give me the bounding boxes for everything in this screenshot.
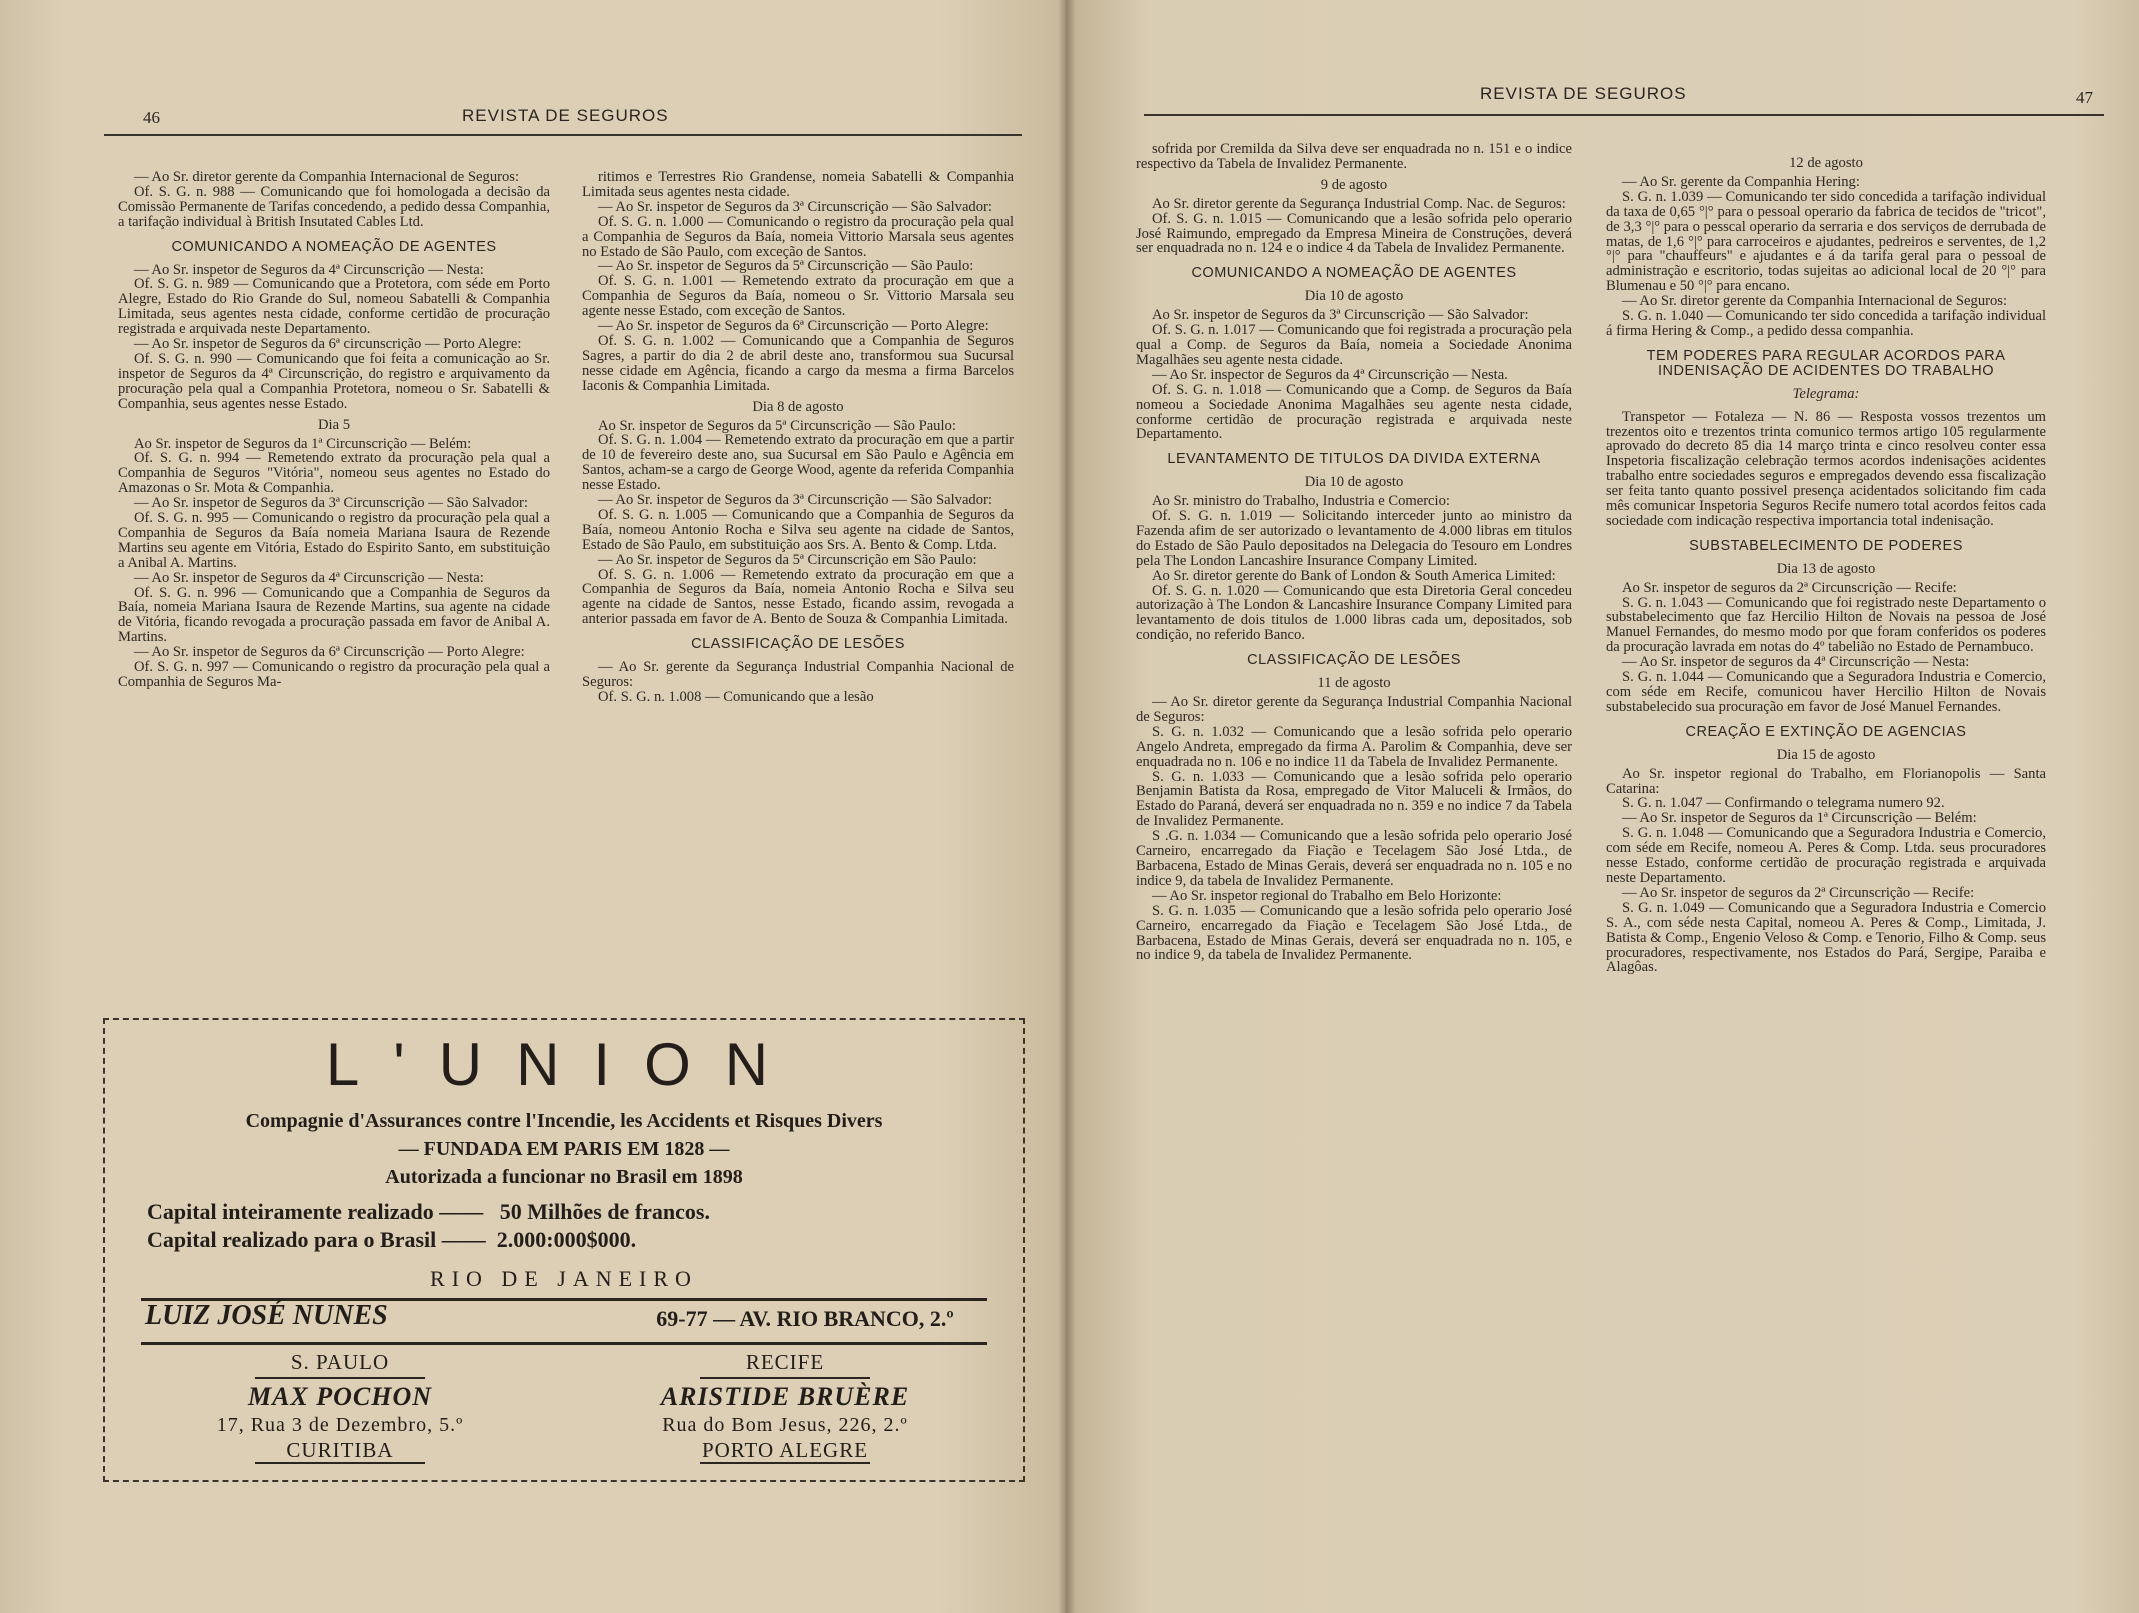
paragraph: Ao Sr. inspetor regional do Trabalho, em Florianopolis — Santa Catarina: [1606, 765, 2046, 797]
paragraph: Of. S. G. n. 1.019 — Solicitando interceder junto ao ministro da Fazenda afim de ser autorizado o levantamento de 4.000 libras em titulos do Estado de São Paulo depositados na Delegacia do Tesouro em Londres pela The London Lancashire Insurance Company Limited. [1136, 508, 1572, 569]
section-heading: CLASSIFICAÇÃO DE LESÕES [1247, 652, 1461, 669]
section-heading: LEVANTAMENTO DE TITULOS DA DIVIDA EXTERNA [1167, 451, 1541, 468]
paragraph: Of. S. G. n. 989 — Comunicando que a Protetora, com séde em Porto Alegre, Estado do Rio Grande do Sul, nomeou Sabatelli & Companhia Limitada, seus agentes nesta cidade, conforme certidão de procuração registrada e arquivada neste Departamento. [118, 276, 550, 338]
ad-address-sao-paulo: 17, Rua 3 de Dezembro, 5.º [216, 1414, 464, 1436]
paragraph: Of. S. G. n. 1.015 — Comunicando que a lesão sofrida pelo operario José Raimundo, empregado da Empresa Mineira de Construções, deverá ser enquadrada no n. 124 e o indice 4 da Tabela de Invalidez Permanente. [1136, 210, 1572, 257]
ad-address-recife: Rua do Bom Jesus, 226, 2.º [662, 1414, 908, 1436]
paragraph: ritimos e Terrestres Rio Grandense, nomeia Sabatelli & Companhia Limitada seus agentes nesta cidade. [582, 169, 1014, 200]
ad-capital2-label: Capital realizado para o Brasil —— [147, 1227, 486, 1252]
advertisement-lunion [103, 1018, 1025, 1482]
paragraph: — Ao Sr. inspetor de Seguros da 6ª circunscrição — Porto Alegre: [134, 336, 522, 353]
paragraph: Of. S. G. n. 1.017 — Comunicando que foi registrada a procuração pela qual a Comp. de Seguros da Baía, nomeia a Sociedade Anonima Magalhães seu agente nesta cidade. [1136, 322, 1572, 368]
paragraph: — Ao Sr. inspetor de Seguros da 3ª Circunscrição — São Salvador: [598, 492, 992, 509]
paragraph: — Ao Sr. diretor gerente da Companhia Internacional de Seguros: [134, 169, 520, 185]
ad-agent-recife: ARISTIDE BRUÈRE [660, 1382, 910, 1411]
ad-city-rio: RIO DE JANEIRO [430, 1266, 698, 1291]
paragraph: — Ao Sr. inspetor de Seguros da 3ª Circunscrição — São Salvador: [598, 198, 992, 215]
paragraph: — Ao Sr. inspetor de seguros da 2ª Circunscrição — Recife: [1622, 884, 1975, 901]
ad-city-porto-alegre: PORTO ALEGRE [701, 1438, 869, 1462]
date-line: Dia 5 [317, 416, 351, 433]
paragraph: Of. S. G. n. 1.000 — Comunicando o registro da procuração pela qual a Companhia de Seguros da Baía, nomeia Vittorio Marsala seus agentes no Estado de São Paulo, com exceção de Santos. [582, 213, 1014, 260]
paragraph: S. G. n. 1.044 — Comunicando que a Seguradora Industria e Comercio, com séde em Recife, comunicou haver Hercilio Hilton de Novais substabelecido sua procuração em favor de José Manuel Fernandes. [1606, 669, 2046, 715]
paragraph: — Ao Sr. inspetor de Seguros da 6ª Circunscrição — Porto Alegre: [598, 318, 989, 335]
section-heading: SUBSTABELECIMENTO DE PODERES [1689, 537, 1963, 554]
paragraph: Of. S. G. n. 995 — Comunicando o registro da procuração pela qual a Companhia de Seguros da Baía nomeia Mariana Isaura de Rezende Martins seu agente em Vitória, Estado do Espirito Santo, em substituição a Anibal A. Martins. [118, 510, 550, 571]
paragraph: S. G. n. 1.032 — Comunicando que a lesão sofrida pelo operario Angelo Andreta, empregado da firma A. Parolim & Companhia, deve ser enquadrada no n. 106 e no indice 11 da Tabela de Invalidez Permanente. [1136, 723, 1572, 770]
ad-underline [255, 1462, 425, 1464]
paragraph: S. G. n. 1.040 — Comunicando ter sido concedida a tarifação individual á firma Hering & Comp., a pedido dessa companhia. [1606, 308, 2046, 339]
column-left-1 [118, 170, 550, 690]
section-heading: CREAÇÃO E EXTINÇÃO DE AGENCIAS [1685, 723, 1967, 740]
column-right-2 [1606, 150, 2046, 975]
paragraph: Of. S. G. n. 1.008 — Comunicando que a lesão [598, 688, 874, 705]
ad-capital1-value: 50 Milhões de francos. [499, 1199, 710, 1224]
running-header: REVISTA DE SEGUROS [462, 106, 669, 125]
ad-underline [255, 1377, 425, 1379]
paragraph: S. G. n. 1.033 — Comunicando que a lesão sofrida pelo operario Benjamin Batista da Rosa, empregado de Vitor Maluceli & Irmãos, do Estado do Paraná, deverá ser enquadrada no n. 359 e no indice 7 da Tabela de Invalidez Permanente. [1136, 768, 1572, 830]
paragraph: Ao Sr. ministro do Trabalho, Industria e Comercio: [1152, 493, 1450, 510]
ad-divider [141, 1342, 987, 1345]
paragraph: Of. S. G. n. 1.018 — Comunicando que a Comp. de Seguros da Baía nomeou a Sociedade Anonima Magalhães seu agente nesta cidade, conforme certidão de procuração registrada e arquivada neste Departamento. [1136, 381, 1572, 443]
paragraph: S. G. n. 1.035 — Comunicando que a lesão sofrida pelo operario José Carneiro, encarregado da Fiação e Tecelagem São José Ltda., de Barbacena, Estado de Minas Gerais, deverá ser enquadrada no n. 105, e no indice 9, da tabela de Invalidez Permanente. [1136, 902, 1572, 964]
ad-city-recife: RECIFE [745, 1350, 825, 1374]
paragraph: S. G. n. 1.043 — Comunicando que foi registrado neste Departamento o substabelecimento que faz Hercilio Hilton de Novais na pessoa de José Manuel Fernandes, do mesmo modo por que foram conferidos os poderes da procuração lavrada em notas do 4º tabelião no Estado de Pernambuco. [1606, 594, 2046, 656]
paragraph: S .G. n. 1.034 — Comunicando que a lesão sofrida pelo operario José Carneiro, encarregado da Fiação e Tecelagem São José Ltda., de Barbacena, Estado de Minas Gerais, deverá ser enquadrada no n. 105 e no indice 9, da tabela de Invalidez Permanente. [1136, 828, 1572, 889]
subheading: Telegrama: [1792, 385, 1860, 402]
ad-city-sao-paulo: S. PAULO [290, 1350, 390, 1374]
ad-agent-sao-paulo: MAX POCHON [247, 1382, 433, 1411]
paragraph: S. G. n. 1.048 — Comunicando que a Seguradora Industria e Comercio, com séde em Recife, nomeou A. Peres & Comp. Ltda. seus procuradores nesse Estado, conforme certidão de procuração registrada e arquivada neste Departamento. [1606, 825, 2046, 886]
ad-subtitle: Compagnie d'Assurances contre l'Incendie, les Accidents et Risques Divers [245, 1110, 883, 1132]
header-rule [1144, 114, 2104, 116]
paragraph: — Ao Sr. diretor gerente da Companhia Internacional de Seguros: [1622, 293, 2008, 310]
date-line: Dia 10 de agosto [1304, 474, 1404, 491]
paragraph: Ao Sr. inspetor de seguros da 2ª Circunscrição — Recife: [1622, 579, 1957, 596]
paragraph: Ao Sr. inspetor de Seguros da 1ª Circunscrição — Belém: [134, 435, 472, 452]
header-rule [104, 134, 1022, 136]
ad-capital2-value: 2.000:000$000. [496, 1227, 637, 1252]
section-heading: TEM PODERES PARA REGULAR ACORDOS PARA INDENISAÇÃO DE ACIDENTES DO TRABALHO [1646, 347, 2006, 379]
paragraph: Of. S. G. n. 1.020 — Comunicando que esta Diretoria Geral concedeu autorização à The London & Lancashire Insurance Company Limited para levantamento de dois titulos de 1.000 libras cada um, depositados, sob condição, no referido Banco. [1136, 582, 1572, 644]
paragraph: Ao Sr. diretor gerente da Segurança Industrial Comp. Nac. de Seguros: [1152, 195, 1566, 212]
paragraph: Of. S. G. n. 1.001 — Remetendo extrato da procuração em que a Companhia de Seguros da Baía, nomeou o Sr. Vittorio Marsala seu agente nesse Estado, com exceção de Santos. [582, 273, 1014, 320]
paragraph: Of. S. G. n. 1.002 — Comunicando que a Companhia de Seguros Sagres, a partir do dia 2 de abril deste ano, transformou sua Sucursal nesse cidade em Agência, ficando a cargo da mesma a firma Barcelos Iaconis & Companhia Limitada. [582, 332, 1014, 394]
section-heading: CLASSIFICAÇÃO DE LESÕES [691, 636, 905, 653]
ad-authorized: Autorizada a funcionar no Brasil em 1898 [385, 1166, 743, 1188]
right-page [1066, 0, 2139, 1613]
paragraph: — Ao Sr. inspetor de Seguros da 3ª Circunscrição — São Salvador: [134, 495, 528, 512]
paragraph: Of. S. G. n. 1.004 — Remetendo extrato da procuração em que a partir de 10 de fevereiro deste ano, sua Sucursal em São Paulo e Agência em Santos, acham-se a cargo de George Wood, agente da referida Companhia nesse Estado. [582, 432, 1014, 494]
paragraph: — Ao Sr. gerente da Segurança Industrial Companhia Nacional de Seguros: [582, 659, 1014, 690]
section-heading: COMUNICANDO A NOMEAÇÃO DE AGENTES [1191, 265, 1517, 282]
date-line: 11 de agosto [1317, 675, 1391, 692]
paragraph: Ao Sr. diretor gerente do Bank of London & South America Limited: [1152, 567, 1556, 584]
column-left-2 [582, 170, 1014, 705]
paragraph: — Ao Sr. inspetor de seguros da 4ª Circunscrição — Nesta: [1622, 654, 1970, 671]
ad-title: L'UNION [325, 1031, 803, 1098]
ad-underline [700, 1462, 870, 1464]
paragraph: — Ao Sr. inspetor de Seguros da 1ª Circunscrição — Belém: [1622, 810, 1977, 827]
paragraph: Of. S. G. n. 1.006 — Remetendo extrato da procuração em que a Companhia de Seguros da Baía, nomeia Antonio Rocha e Silva seu agente na cidade de Santos, nesse Estado, ficando assim, revogada a anterior passada em favor de A. Bento de Souza & Companhia Limitada. [582, 566, 1014, 628]
ad-capital [147, 1198, 847, 1254]
ad-capital1-label: Capital inteiramente realizado —— [147, 1199, 484, 1224]
paragraph: — Ao Sr. inspetor de Seguros da 4ª Circunscrição — Nesta: [134, 569, 484, 586]
paragraph: Of. S. G. n. 996 — Comunicando que a Companhia de Seguros da Baía, nomeia Mariana Isaura de Rezende Martins, sua agente na cidade de Vitória, ficando revogada a procuração passada em favor de Anibal A. Martins. [118, 584, 550, 646]
paragraph: S. G. n. 1.039 — Comunicando ter sido concedida a tarifação individual da taxa de 0,65 °|° para o pessoal operario da fabrica de tecidos de "tricot", de 3,3 °|° para o pesscal operario da serraria e dos serviços de derrubada de matas, de 1,6 °|° para carroceiros e ajudantes, pedreiros e serventes, de 1,2 °|° para "chauffeurs" e ajudantes e á da tarifa geral para o pessoal de administração e escritorio, todas sujeitas ao adicional local de 20 °|° para Blumenau e 50 °|° para encano. [1606, 188, 2046, 295]
paragraph: S. G. n. 1.047 — Confirmando o telegrama numero 92. [1622, 795, 1945, 812]
paragraph: Of. S. G. n. 990 — Comunicando que foi feita a comunicação ao Sr. inspetor de Seguros da 4ª Circunscrição, do registro e arquivamento da procuração pela qual a Companhia Protetora, nomeou o Sr. Sabatelli & Companhia, seus agentes nesse Estado. [118, 350, 550, 412]
paragraph: — Ao Sr. inspetor de Seguros da 5ª Circunscrição — São Paulo: [598, 258, 974, 275]
paragraph: Ao Sr. inspetor de Seguros da 3ª Circunscrição — São Salvador: [1152, 307, 1529, 324]
running-header: REVISTA DE SEGUROS [1480, 84, 1687, 103]
page-number: 46 [143, 108, 160, 127]
ad-underline [700, 1377, 870, 1379]
left-page [0, 0, 1066, 1613]
paragraph: — Ao Sr. inspetor regional do Trabalho em Belo Horizonte: [1152, 887, 1502, 904]
date-line: Dia 15 de agosto [1776, 746, 1876, 763]
ad-address-rio: 69-77 — AV. RIO BRANCO, 2.º [656, 1306, 954, 1331]
ad-agent-rio: LUIZ JOSÉ NUNES [145, 1300, 388, 1331]
column-right-1 [1136, 142, 1572, 963]
date-line: 9 de agosto [1320, 176, 1388, 193]
date-line: Dia 10 de agosto [1304, 288, 1404, 305]
paragraph: Transpetor — Fotaleza — N. 86 — Resposta vossos trezentos um trezentos oito e trezentos trinta comunico termos artigo 105 regularmente aprovado do decreto 85 dia 14 março trinta e cinco resolveu conter essa Inspetoria fiscalização celebração termos acordos indenisações acidentes trabalho entre sociedades seguros e empregados devendo essa fiscalização ser feita tanto quanto possivel presença acidentados solicitando fim cada mês comunicar Inspetoria Seguros Recife numero total acordos feitos cada sociedade com indicação respectiva importancia total indenisação. [1606, 408, 2046, 529]
paragraph: — Ao Sr. inspetor de Seguros da 5ª Circunscrição em São Paulo: [598, 551, 977, 568]
section-heading: COMUNICANDO A NOMEAÇÃO DE AGENTES [171, 238, 497, 255]
paragraph: Of. S. G. n. 988 — Comunicando que foi homologada a decisão da Comissão Permanente de Tarifas concedendo, a pedido dessa Companhia, a tarifação individual à British Insutated Cables Ltd. [118, 183, 550, 230]
paragraph: Of. S. G. n. 1.005 — Comunicando que a Companhia de Seguros da Baía, nomeou Antonio Rocha e Silva seu agente na cidade de Santos, Estado de São Paulo, em substituição aos Srs. A. Bento & Comp. Ltda. [582, 506, 1014, 553]
paragraph: sofrida por Cremilda da Silva deve ser enquadrada no n. 151 e o indice respectivo da Tabela de Invalidez Permanente. [1136, 141, 1572, 172]
ad-founded: — FUNDADA EM PARIS EM 1828 — [398, 1138, 730, 1160]
paragraph: Ao Sr. inspetor de Seguros da 5ª Circunscrição — São Paulo: [598, 417, 956, 434]
ad-city-curitiba: CURITIBA [286, 1438, 394, 1462]
book-gutter [1058, 0, 1076, 1613]
paragraph: Of. S. G. n. 997 — Comunicando o registro da procuração pela qual a Companhia de Seguros Ma- [118, 659, 550, 690]
paragraph: S. G. n. 1.049 — Comunicando que a Seguradora Industria e Comercio S. A., com séde nesta Capital, nomeou A. Peres & Comp., Limitada, J. Batista & Comp., Engenio Veloso & Comp. e Tenorio, Filho & Comp. seus procuradores, respectivamente, nos Estados do Pará, Sergipe, Paraiba e Alagôas. [1606, 899, 2046, 976]
paragraph: — Ao Sr. diretor gerente da Segurança Industrial Companhia Nacional de Seguros: [1136, 694, 1572, 725]
date-line: Dia 13 de agosto [1776, 560, 1876, 577]
page-number: 47 [2076, 88, 2093, 107]
paragraph: — Ao Sr. gerente da Companhia Hering: [1622, 173, 1860, 190]
paragraph: — Ao Sr. inspetor de Seguros da 4ª Circunscrição — Nesta: [134, 261, 484, 278]
paragraph: Of. S. G. n. 994 — Remetendo extrato da procuração pela qual a Companhia de Seguros "Vitória", nomeou seus agentes no Estado do Amazonas o Sr. Mota & Companhia. [118, 450, 550, 497]
paragraph: — Ao Sr. inspector de Seguros da 4ª Circunscrição — Nesta. [1152, 366, 1508, 383]
date-line: Dia 8 de agosto [752, 398, 844, 415]
date-line: 12 de agosto [1789, 155, 1863, 171]
paragraph: — Ao Sr. inspetor de Seguros da 6ª Circunscrição — Porto Alegre: [134, 644, 525, 661]
